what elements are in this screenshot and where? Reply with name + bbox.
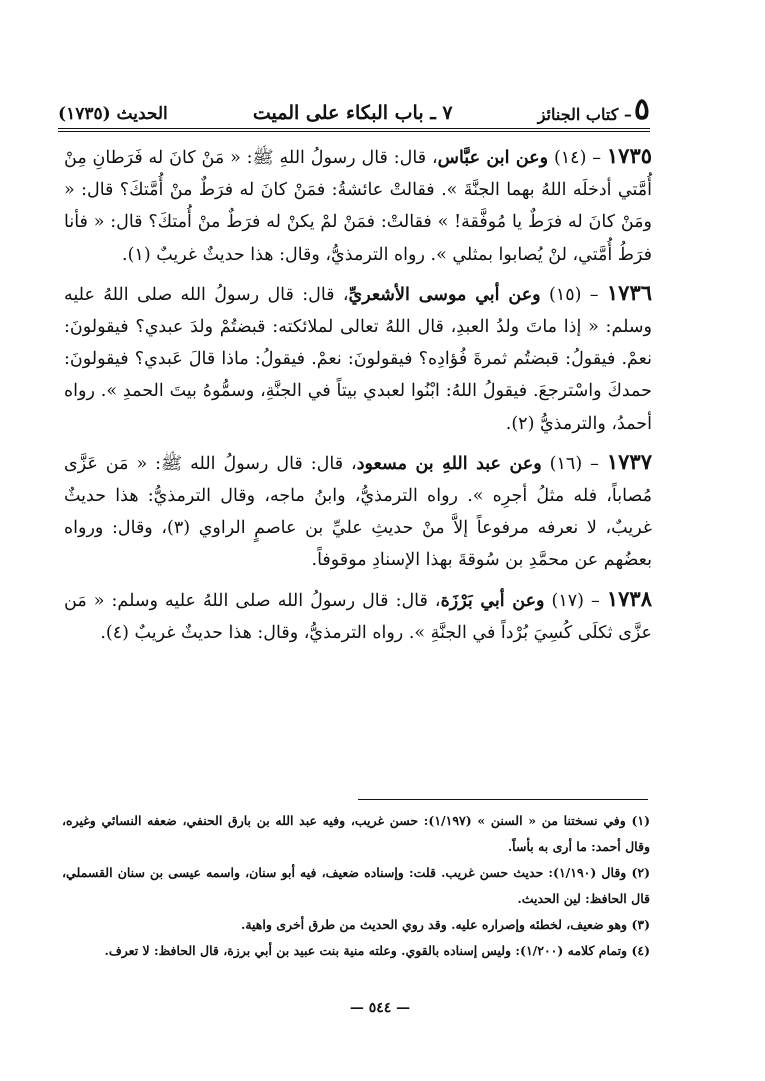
chapter-heading: [537, 92, 650, 127]
footnote-3: (٣) وهو ضعيف، لخطئه وإصراره عليه. وقد روي الحديث من طرق أخرى واهية.: [240, 917, 650, 932]
section-title: ٧ ـ باب البكاء على الميت: [252, 102, 453, 124]
hadith-text: ، قال: قال رسولُ الله صلى اللهُ عليه وسلم: « إذا ماتَ ولدُ العبدِ، قال اللهُ تعالى لملائكته: قبضتُمْ ولدَ عبدي؟ فيقولونَ: نعمْ. فيقولُ: قبضتُم ثمرةَ فُؤادِه؟ فيقولونَ: نعمْ. فيقولُ: ماذا قالَ عَبدي؟ فيقولونَ: حمدكَ واسْترجعَ. فيقولُ اللهُ: ابْنُوا لعبدي بيتاً في الجنَّةِ، وسمُّوهُ بيتَ الحمدِ ». رواه أحمدُ، والترمذيُّ (٢).: [64, 284, 652, 434]
hadith-number: ١٧٣٦: [606, 279, 653, 305]
hadith-1735: [64, 140, 652, 271]
hadith-1737: [64, 446, 652, 577]
hadith-sub-number: – (١٧): [544, 590, 607, 611]
footnotes: [62, 808, 650, 964]
hadith-text-body: [64, 140, 652, 655]
footnote-separator: [358, 799, 648, 800]
header-rule-thin: [58, 131, 650, 132]
hadith-narrator: وعن ابن عبَّاس: [437, 148, 549, 168]
hadith-number: ١٧٣٥: [606, 143, 653, 168]
hadith-narrator: وعن أبي بَرْزَة: [440, 590, 545, 611]
hadith-1736: [64, 277, 652, 440]
hadith-range: الحديث (١٧٣٥): [58, 104, 168, 124]
hadith-number: ١٧٣٧: [606, 448, 652, 474]
footnote-2: (٢) وقال (١/١٩٠): حديث حسن غريب. قلت: وإسناده ضعيف، فيه أبو سنان، واسمه عيسى بن سنان القسملي، قال الحافظ: لين الحديث.: [62, 865, 651, 906]
page-number: — ٥٤٤ —: [349, 1000, 411, 1016]
footnote-4: (٤) وتمام كلامه (١/٢٠٠): وليس إسناده بالقوي. وعلته منية بنت عبيد بن أبي برزة، قال الحافظ: لا تعرف.: [104, 943, 650, 958]
hadith-sub-number: – (١٦): [541, 453, 607, 474]
hadith-text: ، قال: قال رسولُ الله صلى اللهُ عليه وسلم: « مَن عزَّى ثكلَى كُسِيَ بُرْداً في الجنَّةِ ». رواه الترمذيُّ، وقال: هذا حديثٌ غريبٌ (٤).: [64, 590, 652, 643]
chapter-title: – كتاب الجنائز: [537, 105, 632, 124]
page-header: [58, 84, 650, 127]
hadith-text: ، قال: قال رسولُ اللهِ ﷺ: « مَنْ كانَ له فَرَطانِ مِنْ أُمَّتي أدخلَه اللهُ بهما الجنَّةَ ». فقالتْ عائشةُ: فمَنْ كانَ له فرَطٌ منْ أُمَّتكَ؟ قال: « ومَنْ كانَ له فرَطٌ يا مُوفَّقة! » فقالتْ: فمَنْ لمْ يكنْ له فرَطٌ منْ أُمتكَ؟ قال: « فأنا فرَطُ أُمَّتي، لنْ يُصابوا بمثلي ». رواه الترمذيُّ، وقال: هذا حديثٌ غريبٌ (١).: [64, 148, 652, 265]
hadith-text: ، قال: قال رسولُ الله ﷺ: « مَن عَزَّى مُصاباً، فله مثلُ أجرِه ». رواه الترمذيُّ، وابنُ ماجه، وقال الترمذيُّ: هذا حديثٌ غريبٌ، لا نعرفه مرفوعاً إلاَّ منْ حديثِ عليِّ بن عاصمٍ الراوي (٣)، وقال: ورواه بعضُهم عن محمَّدِ بن سُوقةَ بهذا الإسنادِ موقوفاً.: [64, 453, 653, 571]
hadith-narrator: وعن عبد اللهِ بن مسعود: [356, 453, 542, 474]
hadith-sub-number: – (١٥): [540, 284, 607, 305]
chapter-number: ٥: [633, 92, 650, 127]
hadith-narrator: وعن أبي موسى الأشعريِّ: [348, 284, 541, 305]
hadith-number: ١٧٣٨: [606, 585, 652, 611]
footnote-1: (١) وفي نسختنا من « السنن » (١/١٩٧): حسن غريب، وفيه عبد الله بن بارق الحنفي، ضعفه النسائي وغيره، وقال أحمد: ما أرى به بأساً.: [62, 813, 650, 854]
hadith-1738: [64, 583, 652, 649]
header-rule: [58, 128, 650, 129]
hadith-sub-number: – (١٤): [548, 148, 607, 168]
